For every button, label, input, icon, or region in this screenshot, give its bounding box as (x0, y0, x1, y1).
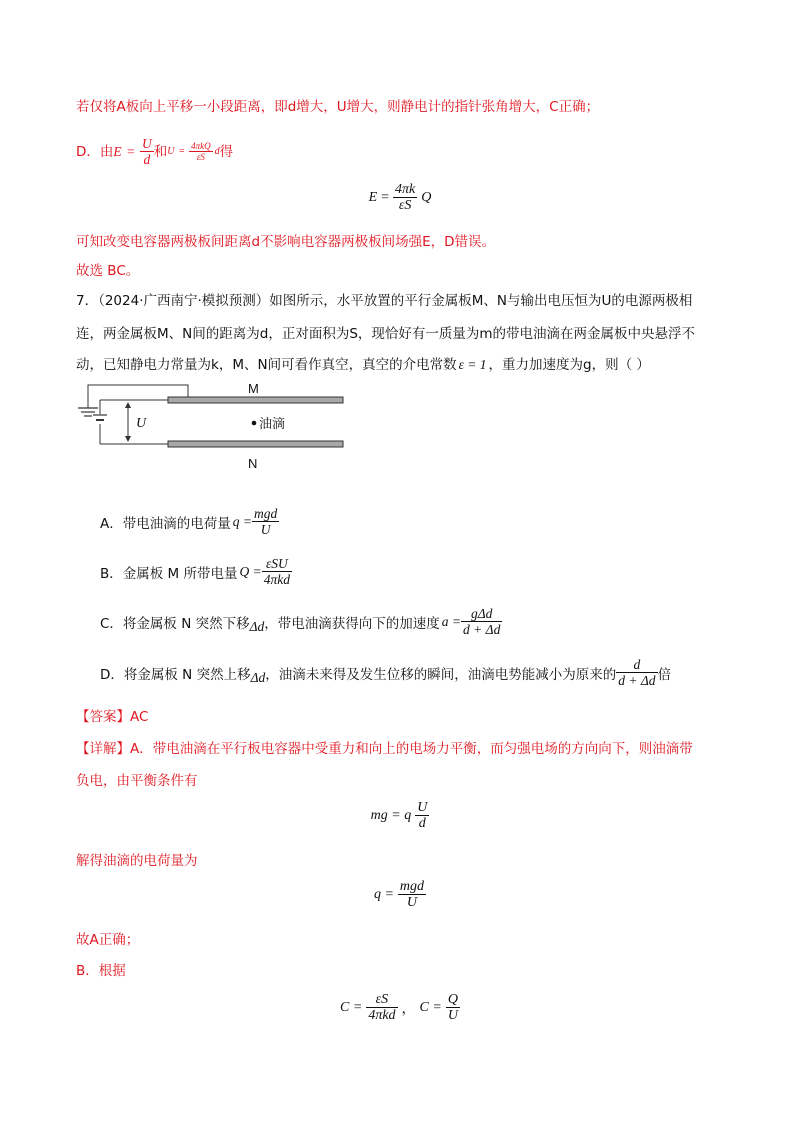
eq-lhs: E (113, 143, 122, 159)
eq-multiplier: Q (421, 189, 432, 205)
denominator: U (406, 895, 418, 910)
option-d-text-1: D．将金属板 N 突然上移 (100, 666, 251, 683)
detail-line-1: 【详解】A．带电油滴在平行板电容器中受重力和向上的电场力平衡，而匀强电场的方向向下，则油滴带 (76, 741, 693, 757)
question-7-line-1: 7．（2024·广西南宁·模拟预测）如图所示，水平放置的平行金属板M、N与输出电压恒为U的电源两极相 (76, 293, 693, 309)
solution-text-line-4: 故选 BC。 (76, 263, 140, 279)
numerator: Q (447, 992, 458, 1007)
denominator: d (143, 152, 151, 167)
numerator: mgd (399, 879, 425, 894)
denominator: εS (196, 152, 205, 162)
option-a-lhs: q = (232, 513, 252, 529)
equation-mg-equals-qU-over-d (0, 800, 800, 831)
option-c[interactable] (100, 606, 502, 637)
label-u: U (136, 416, 147, 431)
solution-text-line-3: 可知改变电容器两极板间距离d不影响电容器两极板间场强E，D错误。 (76, 234, 495, 250)
voltage-arrow-head-up (125, 402, 131, 408)
detail-line-2: 负电，由平衡条件有 (76, 773, 198, 789)
option-a-text: A．带电油滴的电荷量 (100, 515, 231, 532)
epsilon-equals-one: ε = 1 (458, 357, 487, 372)
denominator: d + Δd (618, 673, 656, 688)
numerator: gΔd (461, 606, 502, 622)
option-d-tail: 倍 (657, 666, 672, 683)
solution-text-line-2 (76, 136, 233, 167)
line2-and: 和 (153, 143, 168, 160)
fraction (189, 141, 213, 162)
question-7-line-2: 连，两金属板M、N间的距离为d，正对面积为S，现恰好有一质量为m的带电油滴在两金属板中央悬浮不 (76, 326, 696, 342)
fraction (252, 506, 279, 537)
option-a[interactable] (100, 506, 279, 537)
numerator: U (142, 136, 152, 151)
numerator: 4πk (395, 182, 416, 197)
question-7-line-3b: ，重力加速度为g，则（ ） (488, 357, 650, 373)
capacitor-circuit-figure (70, 380, 360, 480)
denominator: d (418, 816, 426, 831)
detail-line-3: 解得油滴的电荷量为 (76, 853, 198, 869)
denominator: εS (398, 198, 412, 213)
fraction (366, 992, 397, 1023)
option-b-text: B．金属板 M 所带电量 (100, 565, 238, 582)
equation-capacitance (0, 992, 800, 1023)
label-oil-drop: 油滴 (259, 417, 286, 432)
plate-m (168, 397, 343, 403)
numerator: εS (366, 992, 397, 1008)
question-7-line-3 (76, 356, 650, 374)
denominator: U (260, 522, 271, 537)
detail-line-5: B．根据 (76, 963, 126, 979)
fraction (446, 992, 460, 1023)
eq-lhs-2: C = (419, 999, 442, 1015)
numerator: d (616, 657, 657, 673)
option-c-text-1: C．将金属板 N 突然下移 (100, 615, 250, 632)
equation-q-equals-mgd-over-u (0, 879, 800, 910)
formula-e-u-over-d: E = $\frac{U}{d}$ (113, 136, 152, 167)
eq-separator: ， (401, 1000, 416, 1017)
denominator: U (447, 1008, 458, 1023)
option-d-text-2: ，油滴未来得及发生位移的瞬间，油滴电势能减小为原来的 (265, 666, 617, 683)
eq-lhs: mg = q (370, 807, 412, 823)
option-b[interactable] (100, 556, 292, 587)
eq-multiplier: d (214, 145, 220, 157)
answer-line: 【答案】AC (76, 709, 149, 725)
numerator: 4πkQ (191, 141, 211, 151)
fraction (393, 182, 417, 213)
fraction (398, 879, 426, 910)
denominator: 4πkd (368, 1008, 396, 1023)
fraction (415, 800, 429, 831)
question-7-line-3a: 动，已知静电力常量为k，M、N间可看作真空，真空的介电常数 (76, 357, 457, 373)
fraction (461, 606, 502, 637)
formula-u-small: U = $\frac{\text{4πkQ}}{\varepsilon S}$ d (167, 141, 220, 162)
voltage-arrow-head-down (125, 436, 131, 442)
option-d[interactable] (100, 657, 671, 688)
centered-formula-e: E = $\frac{4\pi k}{\varepsilon S}$ Q (368, 182, 432, 213)
denominator: 4πkd (263, 572, 290, 587)
line2-lead: D．由 (76, 143, 114, 160)
detail-line-4: 故A正确； (76, 932, 140, 948)
line2-tail: 得 (219, 143, 234, 160)
option-b-lhs: Q = (239, 563, 262, 579)
numerator: U (417, 800, 428, 815)
fraction (616, 657, 657, 688)
denominator: d + Δd (463, 622, 501, 637)
eq-lhs: E (368, 189, 378, 205)
fraction (140, 136, 154, 167)
fraction (262, 556, 292, 587)
numerator: mgd (254, 506, 278, 521)
option-c-lhs: a = (441, 613, 462, 629)
solution-text-line-1: 若仅将A板向上平移一小段距离，即d增大，U增大，则静电计的指针张角增大，C正确； (76, 99, 600, 115)
eq-lhs: C = (340, 999, 363, 1015)
label-m: M (248, 381, 259, 396)
plate-n (168, 441, 343, 447)
eq-lhs: q = (373, 886, 394, 902)
oil-drop (252, 421, 257, 426)
numerator: εSU (262, 556, 292, 572)
option-c-delta: Δd (249, 618, 265, 634)
option-c-text-2: ，带电油滴获得向下的加速度 (264, 615, 440, 632)
eq-lhs: U (167, 145, 175, 157)
label-n: N (248, 456, 258, 471)
option-d-delta: Δd (250, 669, 266, 685)
